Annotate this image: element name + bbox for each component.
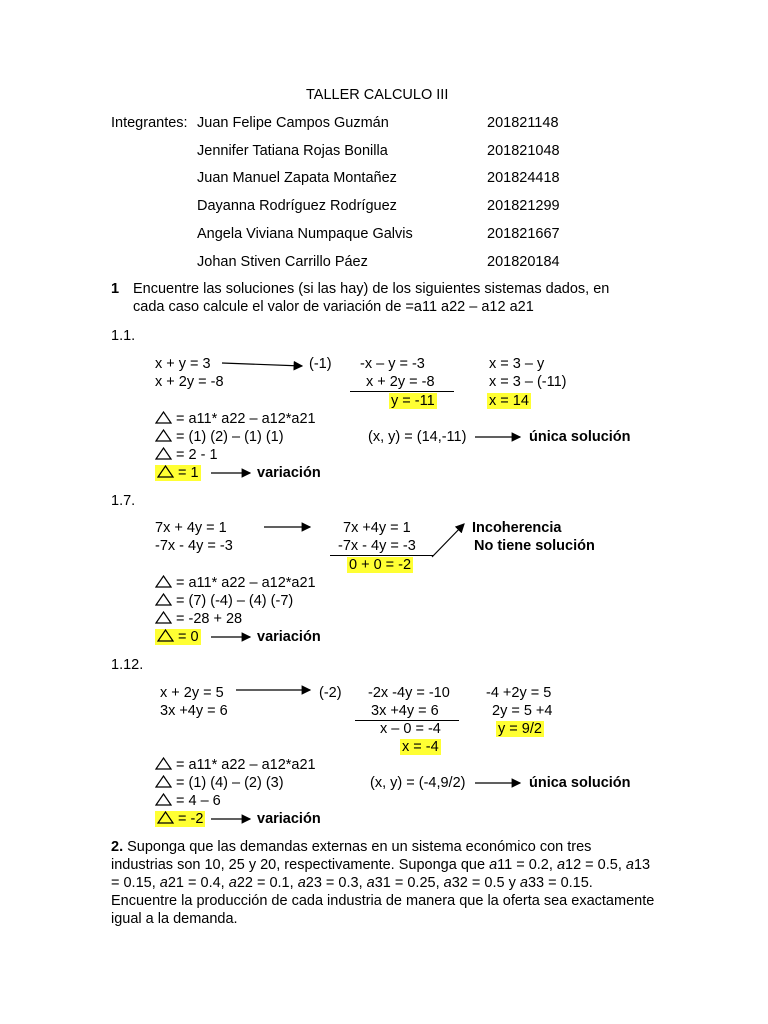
elimination-line: 3x +4y = 6 xyxy=(371,703,439,719)
elimination-line: -7x - 4y = -3 xyxy=(338,538,416,554)
conclusion: Incoherencia xyxy=(472,520,562,536)
question-1-text: cada caso calcule el valor de variación de =a11 a22 – a12 a21 xyxy=(133,299,534,315)
member-code: 201821148 xyxy=(487,115,559,131)
member-name: Juan Manuel Zapata Montañez xyxy=(197,170,397,186)
determinant-result: = 0 xyxy=(155,628,201,646)
substitution-line: 2y = 5 +4 xyxy=(492,703,553,719)
substitution-result: y = 9/2 xyxy=(498,721,542,737)
member-code: 201824418 xyxy=(487,170,560,186)
elimination-line: x – 0 = -4 xyxy=(380,721,441,737)
equation: x + 2y = -8 xyxy=(155,374,224,390)
solution-pair: (x, y) = (14,-11) xyxy=(368,429,467,445)
determinant-line: = a11* a22 – a12*a21 xyxy=(155,410,316,428)
elimination-result: y = -11 xyxy=(391,393,435,409)
determinant-result: = 1 xyxy=(155,464,201,482)
question-2-text: 2. Suponga que las demandas externas en un sistema económico con tres industrias son 10, 25 y 20, respectivamente. Suponga que a11 = 0.2, a12 = 0.5, a13 = 0.15, a21 = 0.4, a22 = 0.1, a23 = 0.3, a31 = 0.25, a32 = 0.5 y a33 = 0.15. Encuentre la producción de cada industria de manera que la oferta sea exactamente igual a la demanda. xyxy=(111,839,655,927)
member-name: Jennifer Tatiana Rojas Bonilla xyxy=(197,143,388,159)
equation: x + 2y = 5 xyxy=(160,685,224,701)
variation-label: variación xyxy=(257,629,321,645)
member-name: Johan Stiven Carrillo Páez xyxy=(197,254,368,270)
determinant-line: = (7) (-4) – (4) (-7) xyxy=(155,592,293,610)
determinant-line: = a11* a22 – a12*a21 xyxy=(155,574,316,592)
elimination-line: -2x -4y = -10 xyxy=(368,685,450,701)
members-label: Integrantes: xyxy=(111,115,188,131)
substitution-line: -4 +2y = 5 xyxy=(486,685,552,701)
substitution-line: x = 3 – y xyxy=(489,356,545,372)
conclusion: única solución xyxy=(529,429,631,445)
elimination-line: x + 2y = -8 xyxy=(366,374,435,390)
equation: 3x +4y = 6 xyxy=(160,703,228,719)
document-title: TALLER CALCULO III xyxy=(306,87,449,103)
determinant-result: = -2 xyxy=(155,810,205,828)
determinant-line: = (1) (2) – (1) (1) xyxy=(155,428,284,446)
determinant-line: = -28 + 28 xyxy=(155,610,242,628)
determinant-line: = a11* a22 – a12*a21 xyxy=(155,756,316,774)
elimination-result: 0 + 0 = -2 xyxy=(349,557,412,573)
determinant-line: = 4 – 6 xyxy=(155,792,221,810)
exercise-1-1-label: 1.1. xyxy=(111,328,136,344)
solution-pair: (x, y) = (-4,9/2) xyxy=(370,775,466,791)
elimination-line: -x – y = -3 xyxy=(360,356,425,372)
variation-label: variación xyxy=(257,811,321,827)
member-code: 201820184 xyxy=(487,254,560,270)
member-name: Angela Viviana Numpaque Galvis xyxy=(197,226,413,242)
arrow-icon xyxy=(222,363,302,366)
member-code: 201821667 xyxy=(487,226,560,242)
exercise-1-12-label: 1.12. xyxy=(111,657,144,673)
elimination-line: 7x +4y = 1 xyxy=(343,520,411,536)
exercise-1-7-label: 1.7. xyxy=(111,493,136,509)
elimination-result: x = -4 xyxy=(402,739,439,755)
arrow-icon xyxy=(432,524,464,557)
question-1-number: 1 xyxy=(111,281,120,297)
member-code: 201821299 xyxy=(487,198,560,214)
conclusion: No tiene solución xyxy=(474,538,595,554)
equation: 7x + 4y = 1 xyxy=(155,520,227,536)
equation: x + y = 3 xyxy=(155,356,211,372)
multiplier: (-1) xyxy=(309,356,332,372)
multiplier: (-2) xyxy=(319,685,342,701)
substitution-line: x = 3 – (-11) xyxy=(489,374,567,390)
substitution-result: x = 14 xyxy=(489,393,529,409)
member-name: Juan Felipe Campos Guzmán xyxy=(197,115,389,131)
member-code: 201821048 xyxy=(487,143,560,159)
question-1-text: Encuentre las soluciones (si las hay) de los siguientes sistemas dados, en xyxy=(133,281,610,297)
variation-label: variación xyxy=(257,465,321,481)
determinant-line: = 2 - 1 xyxy=(155,446,218,464)
member-name: Dayanna Rodríguez Rodríguez xyxy=(197,198,397,214)
conclusion: única solución xyxy=(529,775,631,791)
equation: -7x - 4y = -3 xyxy=(155,538,233,554)
determinant-line: = (1) (4) – (2) (3) xyxy=(155,774,284,792)
